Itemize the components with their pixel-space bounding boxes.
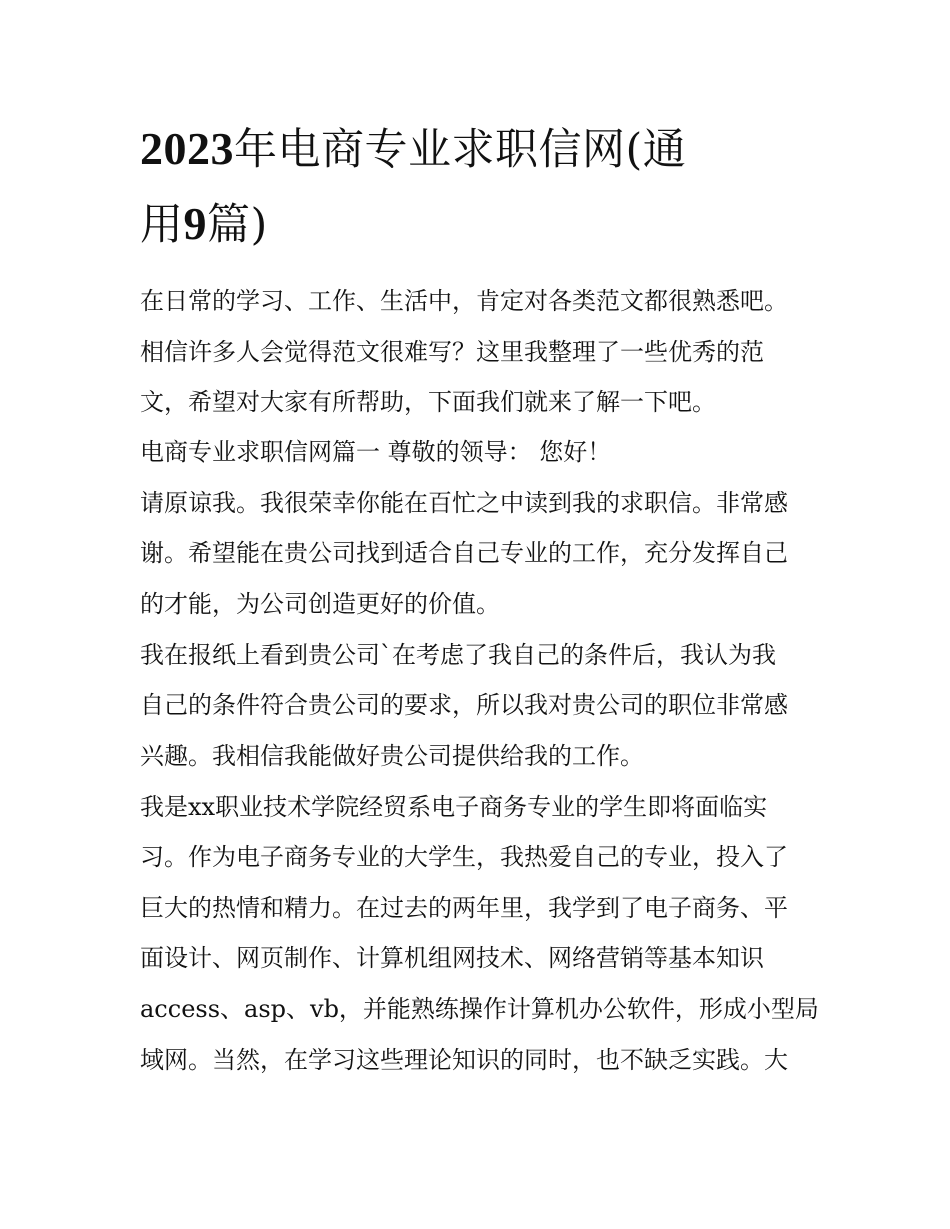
title-text-line1: 年电商专业求职信网(通 [234,125,687,175]
body-line: 兴趣。我相信我能做好贵公司提供给我的工作。 [140,742,644,770]
title-count: 9 [183,198,207,249]
title-text-line2-post: 篇) [207,200,268,250]
body-line: access、asp、vb，并能熟练操作计算机办公软件，形成小型局 [140,995,819,1023]
body-line: 我在报纸上看到贵公司`在考虑了我自己的条件后，我认为我 [140,641,776,669]
body-line: 自己的条件符合贵公司的要求，所以我对贵公司的职位非常感 [140,691,788,719]
body-line: 相信许多人会觉得范文很难写？这里我整理了一些优秀的范 [140,338,764,366]
body-line: 我是xx职业技术学院经贸系电子商务专业的学生即将面临实 [140,793,768,821]
body-line: 习。作为电子商务专业的大学生，我热爱自己的专业，投入了 [140,843,788,871]
document-title [140,112,820,262]
body-line: 谢。希望能在贵公司找到适合自己专业的工作，充分发挥自己 [140,539,788,567]
body-line: 电商专业求职信网篇一 尊敬的领导： 您好！ [140,438,612,466]
body-line: 的才能，为公司创造更好的价值。 [140,590,500,618]
body-line: 请原谅我。我很荣幸你能在百忙之中读到我的求职信。非常感 [140,489,788,517]
title-text-line2-pre: 用 [140,200,184,250]
title-year: 2023 [140,123,234,174]
body-line: 在日常的学习、工作、生活中，肯定对各类范文都很熟悉吧。 [140,287,788,315]
body-line: 域网。当然，在学习这些理论知识的同时，也不缺乏实践。大 [140,1046,788,1074]
body-line: 文，希望对大家有所帮助，下面我们就来了解一下吧。 [140,388,716,416]
body-line: 巨大的热情和精力。在过去的两年里，我学到了电子商务、平 [140,894,788,922]
body-line: 面设计、网页制作、计算机组网技术、网络营销等基本知识 [140,944,764,972]
